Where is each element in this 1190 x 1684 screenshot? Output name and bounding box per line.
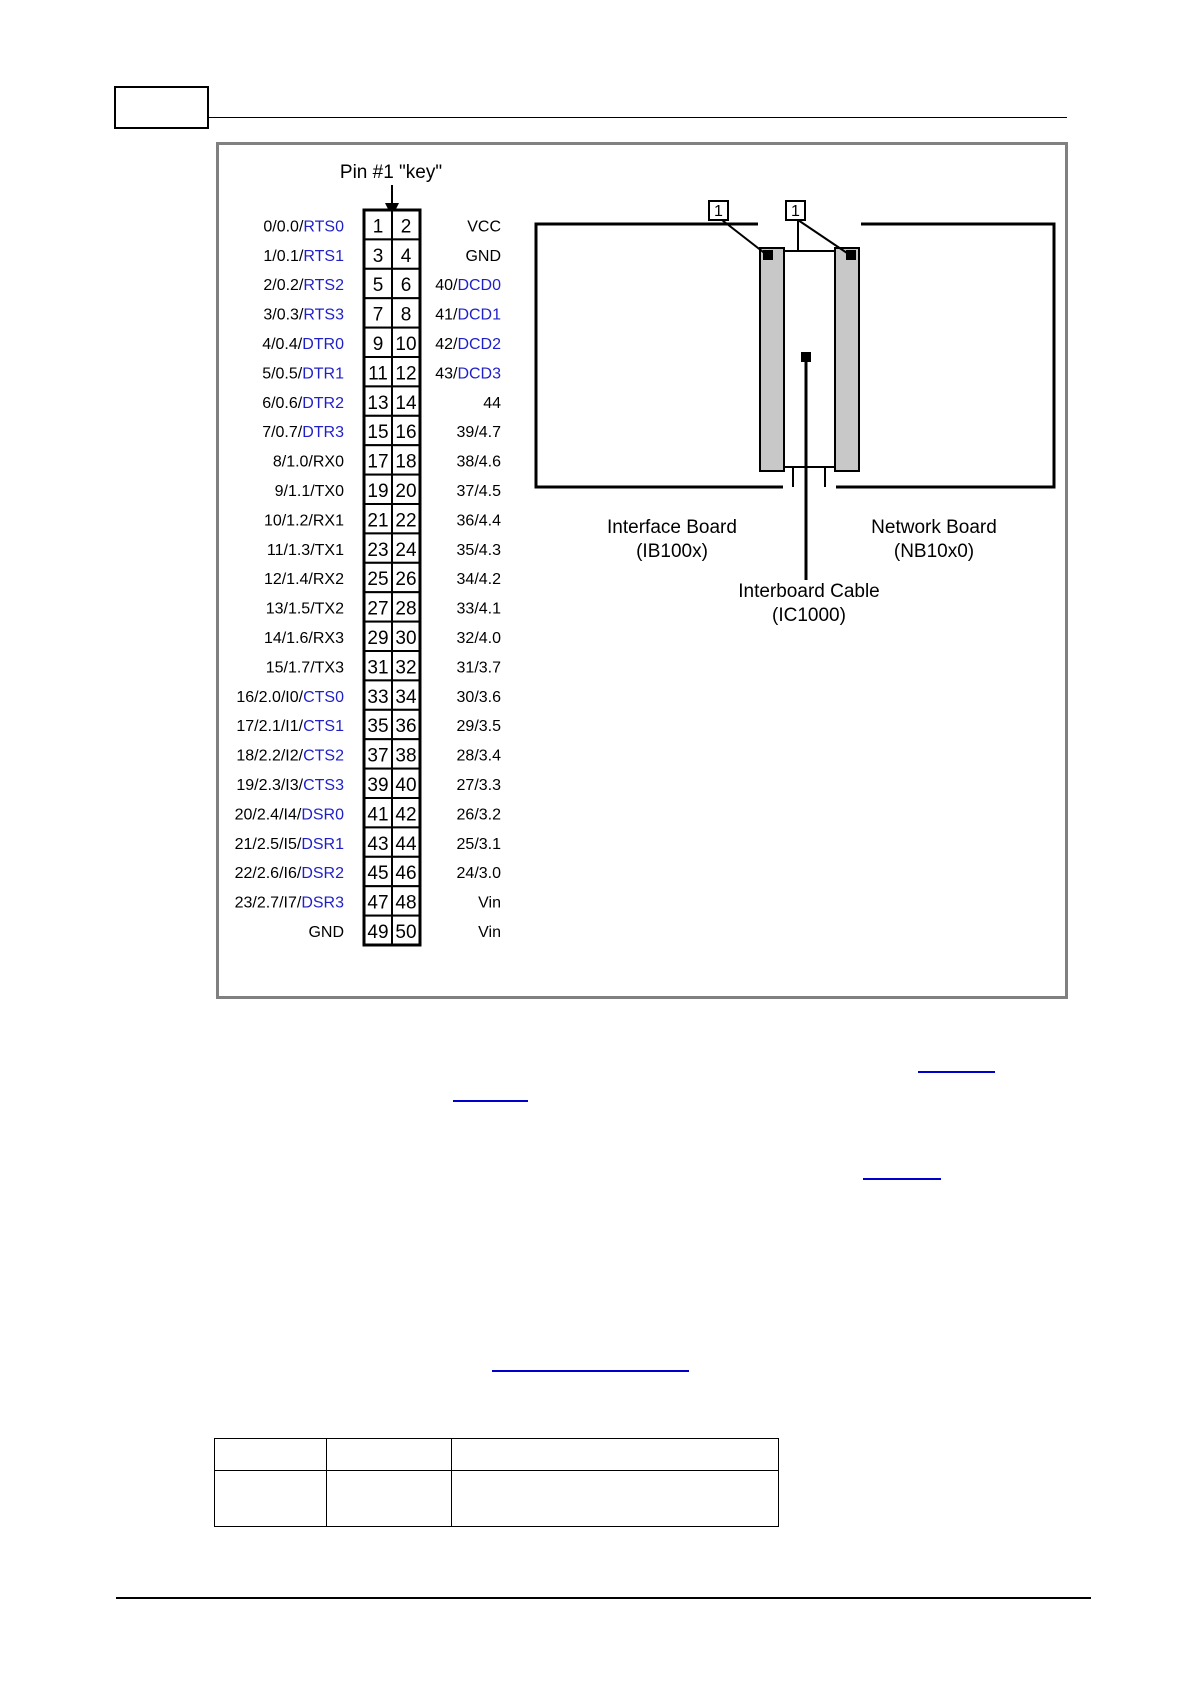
right-pin-label-prefix: 27/3.3: [456, 777, 501, 794]
left-pin-label-signal: DSR0: [301, 806, 344, 824]
right-pin-label-prefix: 26/3.2: [456, 806, 501, 824]
left-pin-label-prefix: 21/2.5/I5/: [234, 835, 302, 853]
left-pin-label-signal: CTS1: [303, 718, 344, 736]
left-pin-label: [236, 777, 344, 794]
pin1-key-label: Pin #1 "key": [339, 162, 443, 183]
right-pin-label: [457, 777, 502, 794]
connector-pin-header: [364, 210, 420, 945]
pin-number: 7: [372, 304, 384, 326]
left-pin-label: [264, 630, 344, 647]
pin-number: 14: [395, 392, 417, 414]
right-pin-label-signal: DCD0: [457, 277, 501, 295]
pin-number: 35: [367, 716, 389, 738]
pin-number: 30: [395, 628, 417, 649]
left-pin-label-prefix: 3/0.3/: [263, 306, 304, 324]
left-pin-label-signal: DSR2: [301, 865, 344, 883]
right-pin-label-prefix: 36/4.4: [456, 512, 501, 530]
right-pin-label-prefix: 33/4.1: [456, 600, 501, 618]
right-pin-label: [457, 748, 502, 765]
right-pin-label: [478, 895, 501, 912]
left-pin-label-prefix: 18/2.2/I2/: [236, 747, 304, 765]
right-pin-label: [457, 542, 502, 559]
pin-number: 37: [367, 745, 389, 767]
left-pin-label: [236, 748, 344, 765]
left-pin-label: [235, 836, 345, 853]
right-pin-label: [457, 689, 502, 706]
pin-number: 11: [368, 363, 388, 385]
right-pin-label: [457, 454, 502, 471]
right-pin-label: [483, 395, 501, 412]
left-pin-label-prefix: 8/1.0/RX0: [272, 453, 344, 471]
left-pin-label: [266, 601, 344, 618]
left-pin-label: [266, 659, 344, 676]
left-pin-label: [263, 248, 344, 265]
network-board-outline: [836, 224, 1054, 487]
pin-number: 20: [395, 481, 417, 502]
left-pin-label-prefix: 9/1.1/TX0: [274, 483, 344, 500]
right-pin-label-prefix: GND: [465, 247, 501, 265]
footer-rule: [116, 1597, 1091, 1599]
hyperlink-underline[interactable]: [918, 1071, 995, 1073]
left-pin-label: [273, 454, 344, 471]
left-pin-label-prefix: 0/0.0/: [263, 218, 304, 236]
left-pin-label: [236, 689, 344, 706]
pin-number: 46: [395, 863, 417, 885]
pin-number: 17: [367, 451, 389, 473]
pin-number: 34: [395, 686, 417, 708]
pin-number: 9: [372, 334, 384, 355]
right-pin-label-prefix: 24/3.0: [456, 865, 501, 883]
right-pin-label-prefix: 43/: [435, 365, 458, 383]
right-pin-label-prefix: 44: [483, 394, 501, 412]
left-pin-label: [275, 483, 344, 500]
page-number-box: [114, 86, 209, 129]
right-pin-label: [435, 336, 501, 353]
pin-number: 21: [367, 510, 389, 532]
left-pin-label: [263, 277, 344, 294]
pin-number: 29: [367, 628, 389, 649]
left-pin-label-prefix: 15/1.7/TX3: [265, 659, 344, 677]
left-pin-label: [267, 542, 344, 559]
interface-board-title: Interface Board: [607, 517, 737, 538]
table-cell: [452, 1471, 779, 1527]
right-pin-label-prefix: 30/3.6: [456, 688, 501, 706]
network-pin1-callout-label: 1: [791, 203, 800, 220]
right-pin-label: [457, 483, 502, 500]
cable-pointer-dot: [801, 352, 811, 362]
pin-number: 26: [395, 569, 417, 591]
right-pin-label-signal: DCD3: [457, 365, 501, 383]
left-pin-label: [308, 924, 344, 941]
right-pin-label: [457, 806, 502, 823]
right-pin-label-prefix: 25/3.1: [456, 835, 501, 853]
hyperlink-underline[interactable]: [492, 1370, 689, 1372]
left-pin-label-prefix: 1/0.1/: [263, 247, 304, 265]
right-pin-label-prefix: 42/: [435, 336, 458, 353]
pin-number: 25: [367, 569, 389, 591]
right-pin-label-prefix: Vin: [478, 894, 501, 912]
network-pin1-callout-line: [798, 220, 847, 253]
left-pin-label-prefix: 13/1.5/TX2: [265, 600, 344, 618]
left-pin-label-prefix: 12/1.4/RX2: [263, 571, 344, 589]
hyperlink-underline[interactable]: [453, 1100, 528, 1102]
left-pin-label-signal: DTR1: [302, 365, 344, 383]
right-pin-label: [478, 924, 501, 941]
left-pin-label: [235, 865, 345, 882]
left-pin-label: [262, 336, 344, 353]
left-pin-label-prefix: 6/0.6/: [262, 394, 303, 412]
right-pin-labels: [435, 218, 501, 941]
pin-number: 40: [395, 775, 417, 796]
board-assembly-diagram: [536, 201, 1054, 626]
pin-number: 10: [395, 334, 417, 355]
right-pin-label: [435, 277, 501, 294]
pin-number: 22: [395, 510, 417, 532]
pin-number: 8: [400, 304, 412, 326]
pin-number: 3: [372, 245, 384, 267]
interface-board-outline: [536, 224, 783, 487]
left-pin-label-signal: CTS2: [303, 747, 344, 765]
left-pin-label-prefix: 17/2.1/I1/: [236, 718, 304, 736]
pin-number: 50: [395, 922, 417, 943]
network-board-model: (NB10x0): [893, 541, 975, 562]
pin-number: 19: [367, 481, 389, 502]
right-pin-label-prefix: 41/: [435, 306, 458, 324]
header-rule: [209, 117, 1067, 118]
table-header-row: [215, 1439, 779, 1471]
left-pin-label: [235, 895, 345, 912]
pin-number: 44: [395, 833, 417, 855]
left-pin-label: [235, 806, 345, 823]
right-pin-label-prefix: 34/4.2: [456, 571, 501, 589]
pin-number: 27: [367, 598, 389, 620]
left-pin-label: [264, 512, 344, 529]
right-pin-label-prefix: 31/3.7: [456, 659, 501, 677]
right-pin-label: [457, 601, 502, 618]
pin-number: 43: [367, 833, 389, 855]
right-pin-label: [467, 218, 501, 235]
right-pin-label-prefix: 32/4.0: [456, 630, 501, 647]
interface-board-connector: [760, 248, 784, 471]
hyperlink-underline[interactable]: [863, 1178, 941, 1180]
right-pin-label-prefix: 35/4.3: [456, 541, 501, 559]
right-pin-label-prefix: 39/4.7: [456, 424, 501, 442]
left-pin-label-signal: DTR3: [302, 424, 344, 442]
pin-number: 48: [395, 892, 417, 914]
left-pin-label-signal: DSR1: [301, 835, 344, 853]
left-pin-label-prefix: 20/2.4/I4/: [234, 806, 302, 824]
right-pin-label-prefix: 40/: [435, 277, 458, 295]
right-pin-label-signal: DCD2: [457, 336, 501, 353]
left-pin-label-prefix: 5/0.5/: [262, 365, 303, 383]
left-pin-label: [262, 395, 344, 412]
pin-number: 12: [395, 363, 417, 385]
table-cell: [215, 1471, 327, 1527]
right-pin-label-prefix: 29/3.5: [456, 718, 501, 736]
interface-board-model: (IB100x): [636, 541, 708, 562]
left-pin-label-prefix: 2/0.2/: [263, 277, 304, 295]
right-pin-label-signal: DCD1: [457, 306, 501, 324]
left-pin-label: [263, 218, 344, 235]
pin-number: 36: [395, 716, 417, 738]
table-cell: [327, 1439, 452, 1471]
pin-number: 28: [395, 598, 417, 620]
right-pin-label: [457, 424, 502, 441]
left-pin-label: [262, 424, 344, 441]
left-pin-labels: [235, 218, 345, 941]
left-pin-label-prefix: 7/0.7/: [262, 424, 303, 442]
right-pin-label-prefix: 28/3.4: [456, 747, 501, 765]
pin-number: 23: [367, 539, 389, 561]
left-pin-label-prefix: 23/2.7/I7/: [234, 894, 302, 912]
left-pin-label-signal: DSR3: [301, 894, 344, 912]
pin-number: 18: [395, 451, 417, 473]
interface-pin1-callout-label: 1: [714, 203, 723, 220]
left-pin-label-prefix: 14/1.6/RX3: [263, 630, 344, 647]
table-cell: [327, 1471, 452, 1527]
right-pin-label: [435, 307, 501, 324]
right-pin-label: [465, 248, 501, 265]
pin-number: 1: [372, 216, 384, 238]
left-pin-label-prefix: 19/2.3/I3/: [236, 777, 304, 794]
pin-number: 39: [367, 775, 389, 796]
pin-number: 42: [395, 804, 417, 826]
right-pin-label: [457, 718, 502, 735]
left-pin-label: [264, 571, 344, 588]
left-pin-label-signal: RTS0: [303, 218, 344, 236]
right-pin-label-prefix: Vin: [478, 924, 501, 941]
pinout-figure: [216, 142, 1068, 999]
pin-number: 15: [367, 422, 389, 444]
right-pin-label: [457, 659, 502, 676]
pin-number: 33: [367, 686, 389, 708]
right-pin-label-prefix: 38/4.6: [456, 453, 501, 471]
left-pin-label-prefix: 4/0.4/: [262, 336, 303, 353]
left-pin-label-signal: CTS0: [303, 688, 344, 706]
right-pin-label-prefix: 37/4.5: [456, 483, 501, 500]
right-pin-label: [435, 365, 501, 382]
left-pin-label-prefix: 11/1.3/TX1: [266, 541, 344, 559]
network-board-title: Network Board: [871, 517, 997, 538]
pin-number: 45: [367, 863, 389, 885]
right-pin-label: [457, 571, 502, 588]
interboard-cable-model: (IC1000): [772, 605, 846, 626]
left-pin-label-signal: DTR2: [302, 394, 344, 412]
table-cell: [215, 1439, 327, 1471]
pin-number: 6: [400, 275, 412, 297]
pin-number: 24: [395, 539, 417, 561]
network-pin1-marker: [846, 250, 856, 260]
pinout-diagram: [219, 145, 1065, 996]
pin-number: 13: [367, 392, 389, 414]
right-pin-label: [457, 836, 502, 853]
pin-number: 16: [395, 422, 417, 444]
table-row: [215, 1471, 779, 1527]
right-pin-label-prefix: VCC: [467, 218, 501, 236]
pin-number: 41: [367, 804, 389, 826]
left-pin-label: [262, 365, 344, 382]
left-pin-label-prefix: 10/1.2/RX1: [263, 512, 344, 530]
pin-number: 2: [400, 216, 412, 238]
interface-pin1-marker: [763, 250, 773, 260]
table-cell: [452, 1439, 779, 1471]
left-pin-label-prefix: 16/2.0/I0/: [236, 688, 304, 706]
pin-number: 31: [367, 657, 389, 679]
left-pin-label-signal: RTS3: [303, 306, 344, 324]
left-pin-label-signal: RTS1: [303, 247, 344, 265]
right-pin-label: [457, 865, 502, 882]
left-pin-label-signal: CTS3: [303, 777, 344, 794]
left-pin-label: [236, 718, 344, 735]
left-pin-label-signal: RTS2: [303, 277, 344, 295]
interboard-cable-title: Interboard Cable: [738, 581, 880, 602]
pin-number: 38: [395, 745, 417, 767]
left-pin-label-signal: DTR0: [302, 336, 344, 353]
left-pin-label-prefix: 22/2.6/I6/: [234, 865, 302, 883]
network-board-connector: [835, 248, 859, 471]
pin-number: 49: [367, 922, 389, 943]
right-pin-label: [457, 512, 502, 529]
pin-number: 32: [395, 657, 417, 679]
left-pin-label: [263, 307, 344, 324]
pin-number: 5: [372, 275, 384, 297]
pin-number: 47: [367, 892, 389, 914]
left-pin-label-prefix: GND: [308, 924, 344, 941]
right-pin-label: [457, 630, 502, 647]
data-table: [214, 1438, 779, 1527]
pin-number: 4: [400, 245, 412, 267]
